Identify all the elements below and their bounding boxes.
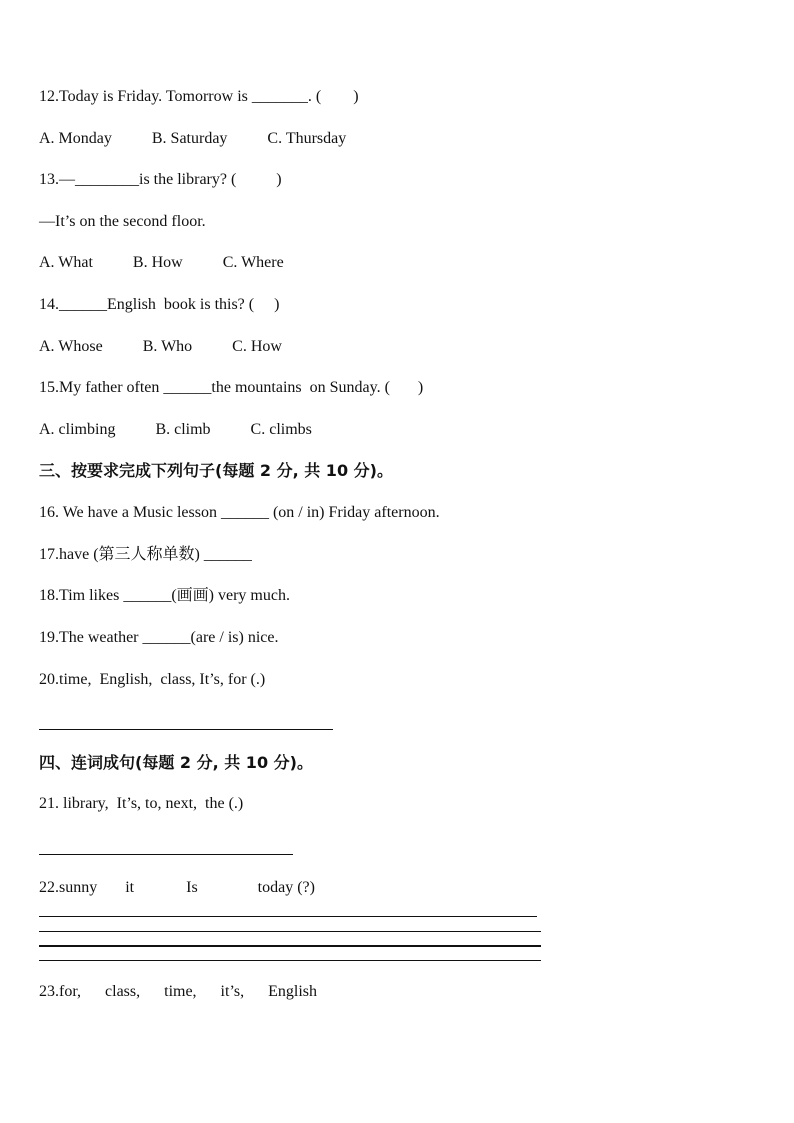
question-14-options: A. Whose B. Who C. How <box>39 338 282 355</box>
question-20: 20.time, English, class, It’s, for (.) <box>39 671 266 688</box>
question-17: 17.have (第三人称单数) ______ <box>39 546 252 563</box>
question-13-options: A. What B. How C. Where <box>39 254 284 271</box>
question-13-reply: —It’s on the second floor. <box>39 213 206 230</box>
section-3-heading: 三、按要求完成下列句子(每题 2 分, 共 10 分)。 <box>39 461 393 480</box>
question-15-options: A. climbing B. climb C. climbs <box>39 421 312 438</box>
answer-line-22-b <box>39 931 541 932</box>
question-23: 23.for, class, time, it’s, English <box>39 983 318 1000</box>
answer-line-20 <box>39 729 333 730</box>
answer-line-22-c <box>39 945 541 947</box>
question-15: 15.My father often ______the mountains on Sunday. ( ) <box>39 379 424 396</box>
question-22: 22.sunny it Is today (?) <box>39 879 315 896</box>
answer-line-22-d <box>39 960 541 961</box>
question-13: 13.—________is the library? ( ) <box>39 171 282 188</box>
question-12-options: A. Monday B. Saturday C. Thursday <box>39 130 347 147</box>
question-21: 21. library, It’s, to, next, the (.) <box>39 795 244 812</box>
answer-line-21 <box>39 854 293 855</box>
question-18: 18.Tim likes ______(画画) very much. <box>39 587 290 604</box>
question-19: 19.The weather ______(are / is) nice. <box>39 629 279 646</box>
question-16: 16. We have a Music lesson ______ (on / in) Friday afternoon. <box>39 504 440 521</box>
question-14: 14.______English book is this? ( ) <box>39 296 280 313</box>
answer-line-22-a <box>39 916 537 917</box>
question-12: 12.Today is Friday. Tomorrow is _______. ( ) <box>39 88 359 105</box>
section-4-heading: 四、连词成句(每题 2 分, 共 10 分)。 <box>39 753 313 772</box>
